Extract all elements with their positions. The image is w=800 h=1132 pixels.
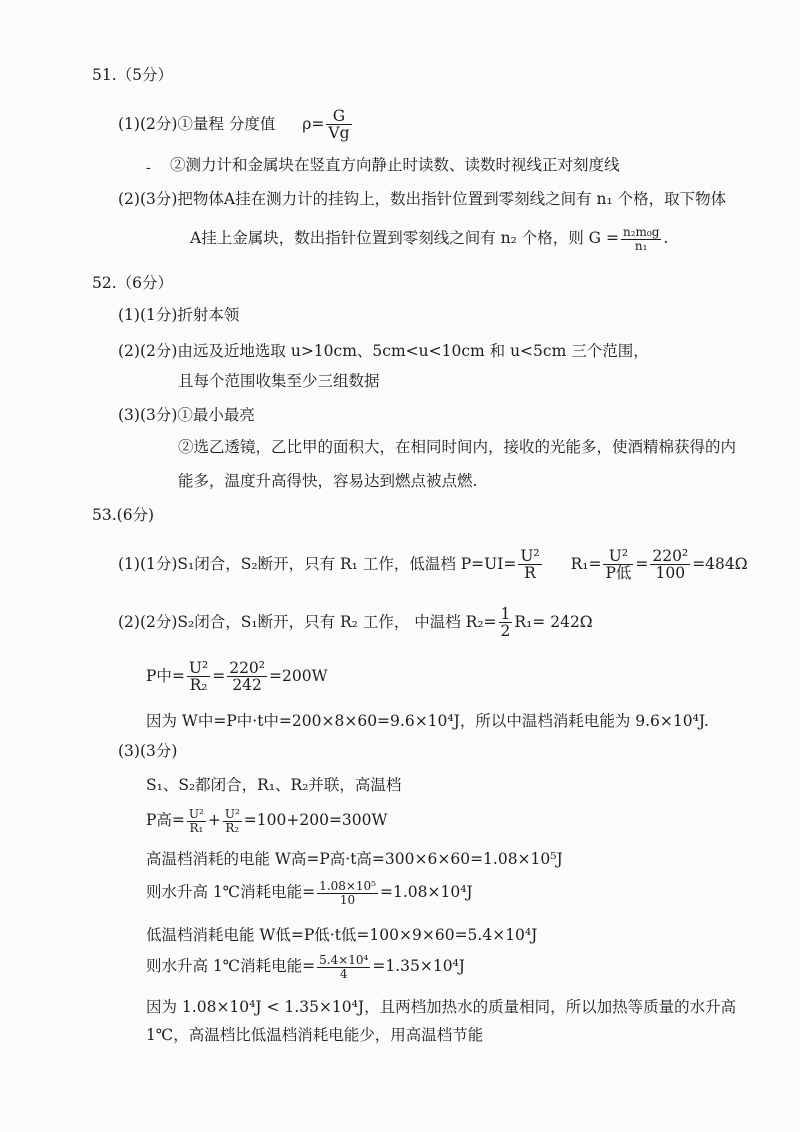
q52-part3-line1: (3)(3分)①最小最亮 [118, 406, 255, 424]
phigh-fraction1 [187, 808, 206, 834]
q53-part3-line8: 1℃，高温档比低温档消耗电能少，用高温档节能 [146, 1026, 484, 1044]
half-fraction [499, 606, 513, 640]
q51-part2-line2 [190, 226, 668, 252]
pmid-fraction2 [227, 660, 267, 694]
line4-result: =1.08×10⁴J [379, 883, 473, 902]
q53-part2 [118, 606, 593, 640]
r1-label: R₁= [570, 554, 602, 573]
q51-heading: 51.（5分） [92, 66, 174, 84]
q52-part2-line2: 且每个范围收集至少三组数据 [178, 372, 380, 390]
q52-heading: 52.（6分） [92, 274, 174, 292]
phigh-result: =100+200=300W [243, 811, 388, 830]
rho-denominator: Vg [328, 124, 350, 143]
phigh-label: P高= [146, 811, 185, 830]
phigh-plus: + [207, 811, 221, 830]
pmid-result: =200W [269, 666, 328, 685]
line6-result: =1.35×10⁴J [372, 957, 465, 976]
r1-result: =484Ω [692, 554, 748, 573]
q52-part1: (1)(1分)折射本领 [118, 306, 240, 324]
r1-numerator: U² [603, 548, 633, 565]
pmid-fraction1 [187, 660, 210, 694]
rho-label: ρ= [302, 114, 325, 133]
phigh-numerator2: U² [224, 807, 240, 821]
phigh-numerator1: U² [188, 807, 204, 821]
q52-part3-line3: 能多，温度升高得快，容易达到燃点被点燃. [178, 472, 478, 490]
pmid-denominator1: R₂ [189, 676, 208, 695]
rho-fraction [326, 108, 351, 142]
g-fraction [621, 226, 661, 252]
line6-fraction [317, 954, 370, 980]
line6-denominator: 4 [339, 966, 348, 981]
q53-part1 [118, 548, 748, 582]
p-fraction [518, 548, 541, 582]
r1-equals: = [635, 554, 649, 573]
line4-fraction [317, 880, 378, 906]
pmid-equals: = [212, 666, 226, 685]
half-denominator: 2 [500, 622, 511, 641]
phigh-fraction2 [223, 808, 242, 834]
q51-part1 [118, 108, 354, 142]
q51-part1-text: (1)(2分)①量程 分度值 [118, 114, 276, 133]
q51-part2-line2-text: A挂上金属块，数出指针位置到零刻线之间有 n₂ 个格，则 G = [190, 229, 619, 248]
q52-part3-line2: ②选乙透镜，乙比甲的面积大，在相同时间内，接收的光能多，使酒精棉获得的内 [178, 438, 737, 456]
pmid-numerator2: 220² [229, 659, 266, 677]
q53-wmid: 因为 W中=P中·t中=200×8×60=9.6×10⁴J，所以中温档消耗电能为 9.6×10⁴J. [146, 712, 709, 730]
half-numerator: 1 [500, 605, 511, 623]
p-denominator: R [524, 564, 536, 583]
q53-part3-line3: 高温档消耗的电能 W高=P高·t高=300×6×60=1.08×10⁵J [146, 850, 563, 868]
q53-part3-line7: 因为 1.08×10⁴J < 1.35×10⁴J，且两档加热水的质量相同，所以加热等质量的水升高 [146, 998, 737, 1016]
q53-pmid [146, 660, 328, 694]
line4-denominator: 10 [339, 892, 356, 907]
pmid-denominator2: 242 [232, 676, 262, 695]
line6-numerator: 5.4×10⁴ [319, 953, 369, 967]
line6-text: 则水升高 1℃消耗电能= [146, 957, 316, 976]
p-numerator: U² [520, 547, 540, 565]
q51-dash-mark: - [146, 160, 151, 176]
q53-part3-line1: S₁、S₂都闭合，R₁、R₂并联，高温档 [146, 776, 402, 794]
q53-part3-line6 [146, 954, 465, 980]
q53-heading: 53.(6分) [92, 506, 155, 524]
phigh-denominator2: R₂ [225, 820, 240, 835]
r1-value-denominator: 100 [655, 564, 686, 583]
q53-part3-heading: (3)(3分) [118, 742, 178, 760]
rho-numerator: G [326, 108, 351, 125]
q53-phigh [146, 808, 387, 834]
g-numerator: n₂m₀g [622, 225, 660, 239]
pmid-label: P中= [146, 666, 185, 685]
q51-part1-line2: ②测力计和金属块在竖直方向静止时读数、读数时视线正对刻度线 [170, 156, 620, 174]
r1-fraction [603, 548, 633, 582]
g-denominator: n₁ [634, 238, 648, 253]
g-period: . [663, 229, 669, 248]
q53-part1-text: (1)(1分)S₁闭合，S₂断开，只有 R₁ 工作，低温档 P=UI= [118, 554, 517, 573]
line4-text: 则水升高 1℃消耗电能= [146, 883, 316, 902]
pmid-numerator1: U² [188, 659, 209, 677]
q52-part2-line1: (2)(2分)由远及近地选取 u>10cm、5cm<u<10cm 和 u<5cm 三个范围， [118, 342, 649, 360]
r2-result: R₁= 242Ω [514, 612, 593, 631]
q53-part3-line5: 低温档消耗电能 W低=P低·t低=100×9×60=5.4×10⁴J [146, 926, 538, 944]
r1-denominator: P低 [605, 564, 632, 583]
r1-value-fraction [650, 548, 690, 582]
q53-part3-line4 [146, 880, 473, 906]
line4-numerator: 1.08×10⁵ [319, 879, 376, 893]
r1-value-numerator: 220² [652, 547, 689, 565]
q53-part2-text: (2)(2分)S₂闭合，S₁断开，只有 R₂ 工作， 中温档 R₂= [118, 612, 497, 631]
q51-part2-line1: (2)(3分)把物体A挂在测力计的挂钩上，数出指针位置到零刻线之间有 n₁ 个格，取下物体 [118, 190, 727, 208]
rho-formula [302, 107, 353, 143]
phigh-denominator1: R₁ [189, 820, 204, 835]
